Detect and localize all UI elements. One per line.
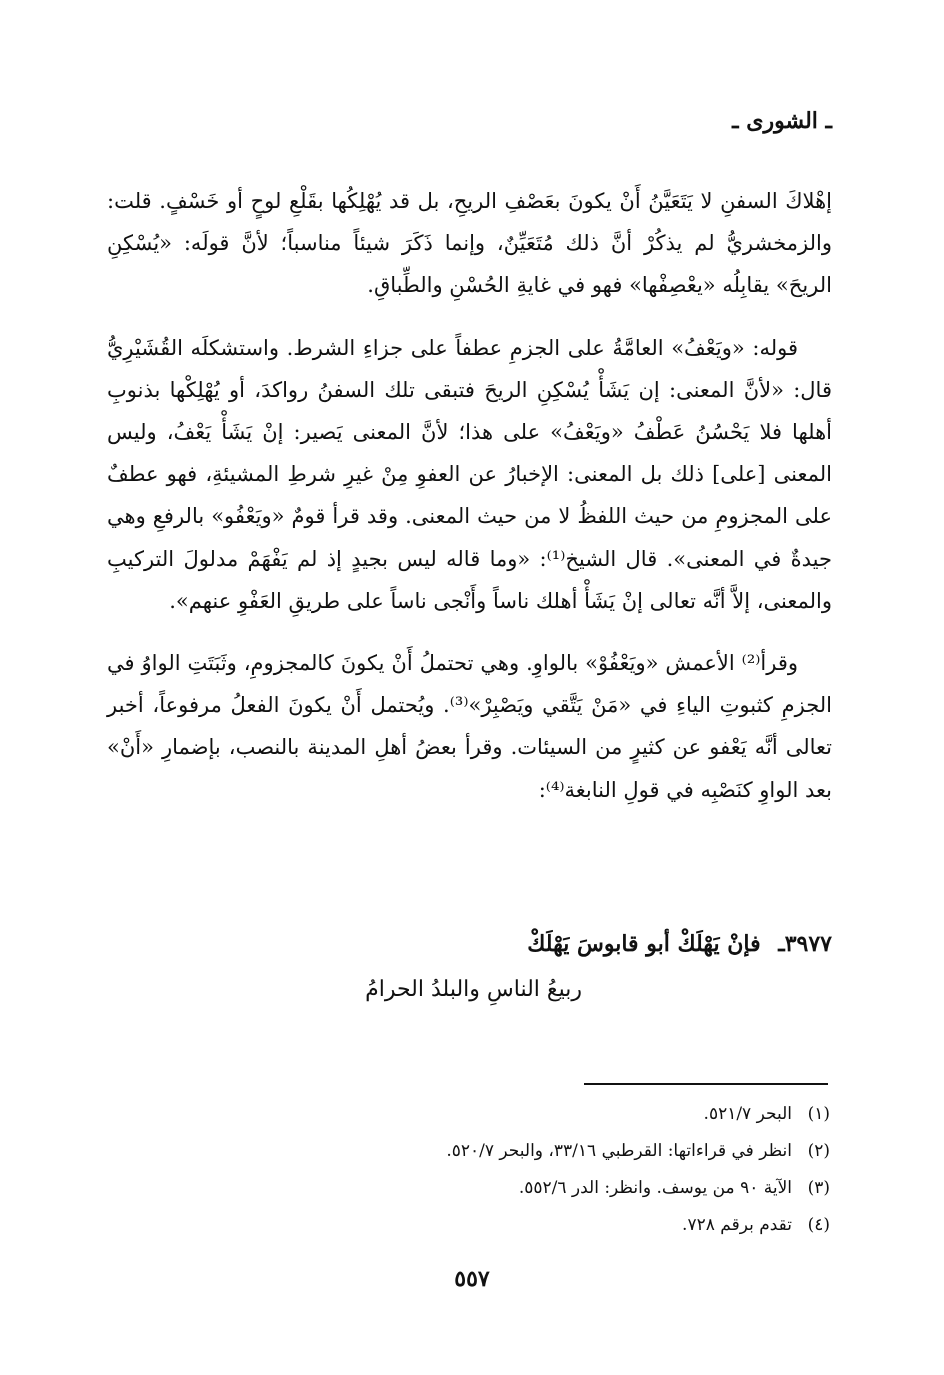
paragraph-1: إهْلاكَ السفنِ لا يَتَعَيَّنُ أَنْ يكونَ بعَصْفِ الريحِ، بل قد يُهْلِكُها بقَلْعِ لوحٍ أو خَسْفٍ. قلت: والزمخشريُّ لم يذكُرْ أنَّ ذلك مُتَعَيِّنٌ، وإنما ذَكَرَ شيئاً مناسباً؛ لأنَّ قولَه: «يُسْكِنِ الريحَ» يقابِلُه «يعْصِفْها» فهو في غايةِ الحُسْنِ والطِّباقِ. [107, 189, 832, 298]
paragraph-2: قوله: «ويَعْفُ» العامَّةُ على الجزمِ عطفاً على جزاءِ الشرط. واستشكلَه القُشَيْرِيُّ قال: «لأنَّ المعنى: إن يَشَأْ يُسْكِنِ الريحَ فتبقى تلك السفنُ رواكدَ، أو يُهْلِكْها بذنوبِ أهلها فلا يَحْسُنُ عَطْفُ «ويَعْفُ» على هذا؛ لأنَّ المعنى يَصير: إنْ يَشَأْ يَعْفُ، وليس المعنى [على] ذلك بل المعنى: الإخبارُ عن العفوِ مِنْ غيرِ شرطِ المشيئةِ، فهو عطفٌ على المجزومِ من حيث اللفظُ لا من حيث المعنى. وقد قرأ قومٌ «ويَعْفُو» بالرفعِ وهي جيدةٌ في المعنى». قال الشيخ⁽¹⁾: «وما قاله ليس بجيدٍ إذ لم يَفْهَمْ مدلولَ التركيبِ والمعنى، إلاَّ أنَّه تعالى إنْ يَشَأْ أهلك ناساً وأَنْجى ناساً على طريقِ العَفْوِ عنهم». [107, 335, 832, 613]
verse-line-1 [107, 922, 832, 967]
verse-first-hemistich: فإنْ يَهْلَكْ أبو قابوسَ يَهْلَكْ [527, 931, 761, 957]
verse-number: ٣٩٧٧ـ [778, 931, 832, 957]
poetry-verse [107, 922, 832, 1012]
page-number: ٥٥٧ [454, 1266, 490, 1292]
main-text [107, 180, 832, 831]
footnote-item [105, 1207, 830, 1244]
footnote-number: (٤) [807, 1215, 830, 1235]
verse-second-hemistich: ربيعُ الناسِ والبلدُ الحرامُ [365, 977, 582, 1002]
paragraph-3: وقرأ⁽²⁾ الأعمش «ويَعْفُوْ» بالواوِ. وهي تحتملُ أَنْ يكونَ كالمجزومِ، وثَبَتَتِ الواوُ في الجزمِ كثبوتِ الياءِ في «مَنْ يَتَّقي ويَصْبِرْ»⁽³⁾. ويُحتمل أَنْ يكونَ الفعلُ مرفوعاً، أخبر تعالى أنَّه يَعْفو عن كثيرٍ من السيئات. وقرأ بعضُ أهلِ المدينة بالنصب، بإضمارِ «أَنْ» بعد الواوِ كنَصْبِه في قولِ النابغة⁽⁴⁾: [107, 651, 832, 802]
footnote-number: (١) [807, 1104, 830, 1124]
footnote-item [105, 1133, 830, 1170]
footnote-text: البحر ٥٢١/٧. [703, 1104, 792, 1124]
footnote-text: تقدم برقم ٧٢٨. [682, 1215, 792, 1235]
footnote-item [105, 1096, 830, 1133]
footnote-item [105, 1170, 830, 1207]
footnote-separator [584, 1083, 828, 1085]
footnote-text: الآية ٩٠ من يوسف. وانظر: الدر ٥٥٢/٦. [518, 1178, 792, 1198]
footnotes [105, 1096, 830, 1244]
footnote-number: (٣) [807, 1178, 830, 1198]
footnote-number: (٢) [807, 1141, 830, 1161]
footnote-text: انظر في قراءاتها: القرطبي ٣٣/١٦، والبحر ٥٢٠/٧. [446, 1141, 792, 1161]
running-head: ـ الشورى ـ [732, 108, 832, 134]
